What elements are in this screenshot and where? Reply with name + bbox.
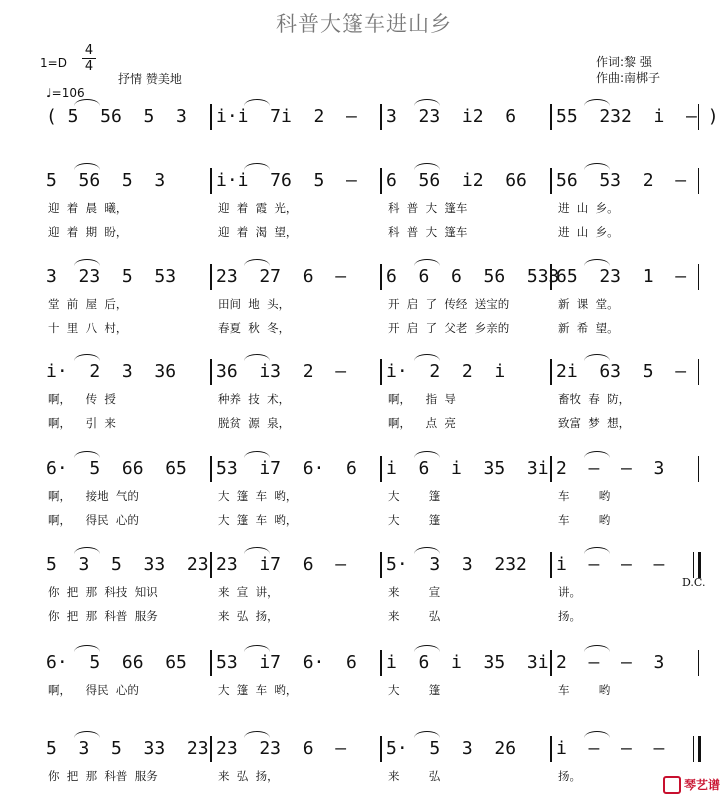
slur-mark [414, 451, 440, 458]
final-barline-thin [693, 552, 694, 578]
measure-notes: i·i 7i 2 – [216, 106, 357, 127]
measure-notes: 36 i3 2 – [216, 361, 347, 382]
lyric-verse-1: 大 篷 车 哟， [218, 683, 298, 697]
time-signature-top: 4 [84, 43, 94, 58]
barline [210, 104, 212, 130]
slur-mark [414, 547, 440, 554]
lyric-verse-1: 迎 着 晨 曦， [48, 201, 128, 215]
measure-notes: i·i 76 5 – [216, 170, 357, 191]
lyric-verse-2: 来 弘 [388, 609, 441, 623]
slur-mark [244, 451, 270, 458]
lyricist-credit: 作词:黎 强 [596, 55, 652, 69]
performance-style: 抒情 赞美地 [118, 72, 182, 86]
lyric-verse-2: 十 里 八 村， [48, 321, 128, 335]
measure-notes: ( 5 56 5 3 [46, 106, 187, 127]
site-logo [663, 776, 720, 795]
slur-mark [414, 645, 440, 652]
lyric-verse-1: 来 弘 [388, 769, 441, 783]
measure-notes: 5 3 5 33 23 [46, 738, 209, 759]
lyric-verse-1: 啊， 接地 气的 [48, 489, 139, 503]
measure-notes: i· 2 3 36 [46, 361, 177, 382]
slur-mark [584, 731, 610, 738]
slur-mark [414, 259, 440, 266]
barline [380, 456, 382, 482]
lyric-verse-1: 科 普 大 篷车 [388, 201, 468, 215]
barline [550, 736, 552, 762]
lyric-verse-2: 新 希 望。 [558, 321, 619, 335]
slur-mark [414, 163, 440, 170]
slur-mark [244, 99, 270, 106]
measure-notes: 53 i7 6· 6 [216, 458, 357, 479]
da-capo-mark: D.C. [682, 576, 706, 589]
slur-mark [584, 645, 610, 652]
barline [210, 552, 212, 578]
lyric-verse-1: 田间 地 头， [218, 297, 291, 311]
key-signature: 1=D [40, 56, 67, 70]
lyric-verse-1: 讲。 [558, 585, 581, 599]
lyric-verse-1: 新 课 堂。 [558, 297, 619, 311]
lyric-verse-2: 迎 着 期 盼， [48, 225, 128, 239]
slur-mark [584, 547, 610, 554]
measure-notes: 3 23 i2 6 [386, 106, 517, 127]
measure-notes: 65 23 1 – [556, 266, 687, 287]
barline [380, 359, 382, 385]
lyric-verse-1: 车 哟 [558, 489, 611, 503]
slur-mark [584, 99, 610, 106]
measure-notes: 5· 3 3 232 [386, 554, 527, 575]
slur-mark [74, 547, 100, 554]
barline [550, 168, 552, 194]
lyric-verse-1: 你 把 那 科普 服务 [48, 769, 158, 783]
lyric-verse-1: 啊， 传 授 [48, 392, 116, 406]
end-barline [698, 264, 699, 290]
measure-notes: i· 2 2 i [386, 361, 506, 382]
slur-mark [244, 645, 270, 652]
lyric-verse-2: 扬。 [558, 609, 581, 623]
barline [380, 168, 382, 194]
lyric-verse-2: 你 把 那 科普 服务 [48, 609, 158, 623]
lyric-verse-1: 大 篷 车 哟， [218, 489, 298, 503]
final-barline [698, 736, 701, 762]
logo-text: 琴艺谱 [683, 777, 720, 792]
barline [380, 552, 382, 578]
slur-mark [74, 259, 100, 266]
measure-notes: i – – – [556, 554, 665, 575]
lyric-verse-2: 车 哟 [558, 513, 611, 527]
tempo-marking: ♩=106 [46, 86, 85, 100]
lyric-verse-1: 大 篷 [388, 683, 441, 697]
measure-notes: 56 53 2 – [556, 170, 687, 191]
slur-mark [414, 354, 440, 361]
lyric-verse-1: 啊， 得民 心的 [48, 683, 139, 697]
lyric-verse-2: 进 山 乡。 [558, 225, 619, 239]
lyric-verse-1: 你 把 那 科技 知识 [48, 585, 158, 599]
lyric-verse-1: 扬。 [558, 769, 581, 783]
lyric-verse-1: 开 启 了 传经 送宝的 [388, 297, 510, 311]
barline [550, 359, 552, 385]
lyric-verse-2: 啊， 点 亮 [388, 416, 456, 430]
slur-mark [74, 645, 100, 652]
barline [550, 456, 552, 482]
slur-mark [584, 451, 610, 458]
measure-notes: 5· 5 3 26 [386, 738, 517, 759]
measure-notes: i 6 i 35 3i [386, 652, 549, 673]
lyric-verse-2: 致富 梦 想， [558, 416, 631, 430]
barline [380, 736, 382, 762]
measure-notes: 5 3 5 33 23 [46, 554, 209, 575]
slur-mark [74, 451, 100, 458]
barline [210, 736, 212, 762]
lyric-verse-2: 开 启 了 父老 乡亲的 [388, 321, 510, 335]
lyric-verse-1: 大 篷 [388, 489, 441, 503]
measure-notes: 2i 63 5 – [556, 361, 687, 382]
measure-notes: 23 i7 6 – [216, 554, 347, 575]
lyric-verse-1: 迎 着 霞 光， [218, 201, 298, 215]
lyric-verse-2: 啊， 得民 心的 [48, 513, 139, 527]
measure-notes: 53 i7 6· 6 [216, 652, 357, 673]
barline [380, 650, 382, 676]
measure-notes: 2 – – 3 [556, 652, 665, 673]
slur-mark [244, 163, 270, 170]
composer-credit: 作曲:南梆子 [596, 71, 661, 85]
barline [380, 104, 382, 130]
lyric-verse-1: 来 弘 扬， [218, 769, 279, 783]
slur-mark [74, 354, 100, 361]
time-signature-bottom: 4 [84, 59, 94, 74]
final-barline [698, 552, 701, 578]
lyric-verse-1: 来 宣 [388, 585, 441, 599]
slur-mark [584, 163, 610, 170]
credits [596, 54, 660, 86]
slur-mark [584, 354, 610, 361]
slur-mark [74, 731, 100, 738]
measure-notes: 2 – – 3 [556, 458, 665, 479]
lyric-verse-2: 大 篷 车 哟， [218, 513, 298, 527]
measure-notes: 6· 5 66 65 [46, 652, 187, 673]
final-barline-thin [693, 736, 694, 762]
measure-notes: 6 6 6 56 533 [386, 266, 560, 287]
lyric-verse-2: 科 普 大 篷车 [388, 225, 468, 239]
lyric-verse-1: 种养 技 术， [218, 392, 291, 406]
slur-mark [414, 731, 440, 738]
lyric-verse-1: 来 宣 讲， [218, 585, 279, 599]
measure-notes: i – – – [556, 738, 665, 759]
lyric-verse-2: 春夏 秋 冬， [218, 321, 291, 335]
measure-notes: i 6 i 35 3i [386, 458, 549, 479]
barline [210, 359, 212, 385]
measure-notes: 23 27 6 – [216, 266, 347, 287]
slur-mark [74, 99, 100, 106]
slur-mark [244, 547, 270, 554]
time-signature [82, 44, 96, 73]
lyric-verse-1: 啊， 指 导 [388, 392, 456, 406]
slur-mark [414, 99, 440, 106]
logo-mark-icon [663, 776, 681, 794]
slur-mark [244, 731, 270, 738]
end-barline [698, 456, 699, 482]
barline [210, 264, 212, 290]
measure-notes: 6 56 i2 66 [386, 170, 527, 191]
barline [210, 168, 212, 194]
lyric-verse-2: 大 篷 [388, 513, 441, 527]
slur-mark [244, 354, 270, 361]
slur-mark [244, 259, 270, 266]
lyric-verse-2: 来 弘 扬， [218, 609, 279, 623]
measure-notes: 5 56 5 3 [46, 170, 166, 191]
lyric-verse-1: 进 山 乡。 [558, 201, 619, 215]
lyric-verse-2: 迎 着 渴 望， [218, 225, 298, 239]
end-barline [698, 168, 699, 194]
end-barline [698, 650, 699, 676]
slur-mark [584, 259, 610, 266]
measure-notes: 23 23 6 – [216, 738, 347, 759]
lyric-verse-1: 畜牧 春 防， [558, 392, 631, 406]
lyric-verse-2: 啊， 引 来 [48, 416, 116, 430]
measure-notes: 6· 5 66 65 [46, 458, 187, 479]
lyric-verse-1: 堂 前 屋 后， [48, 297, 128, 311]
barline [380, 264, 382, 290]
barline [210, 650, 212, 676]
measure-notes: 55 232 i – ) [556, 106, 719, 127]
barline [550, 552, 552, 578]
barline [550, 104, 552, 130]
end-barline [698, 359, 699, 385]
barline [550, 650, 552, 676]
song-title: 科普大篷车进山乡 [276, 12, 452, 36]
barline [210, 456, 212, 482]
slur-mark [74, 163, 100, 170]
lyric-verse-2: 脱贫 源 泉， [218, 416, 291, 430]
measure-notes: 3 23 5 53 [46, 266, 177, 287]
lyric-verse-1: 车 哟 [558, 683, 611, 697]
